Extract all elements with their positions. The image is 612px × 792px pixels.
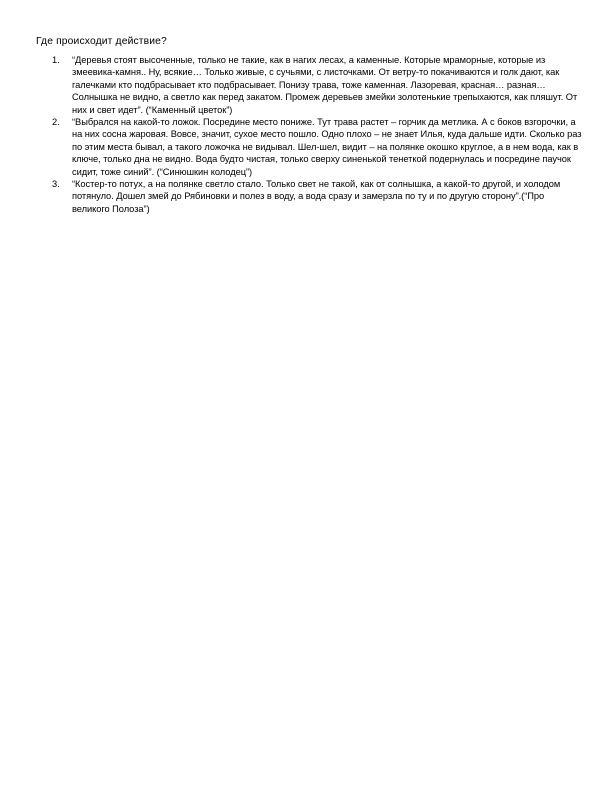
item-number: 3. <box>52 179 60 190</box>
list-item <box>52 116 582 178</box>
excerpt-text: “Выбрался на какой-то ложок. Посредине место пониже. Тут трава растет – горчик да метлика. А с боков взгорочки, а на них сосна жаровая. Вовсе, значит, сухое место пошло. Одно плохо – не знает Илья, куда дальше идти. Сколько раз по этим места бывал, а такого ложочка не видывал. Шел-шел, видит – на полянке окошко круглое, а в нем вода, как в ключе, только дна не видно. Вода будто чистая, только сверху синенькой тенеткой подернулась и посредине паучок сидит, тоже синий”. (“Синюшкин колодец”) <box>72 117 582 177</box>
excerpt-text: “Деревья стоят высоченные, только не такие, как в нагих лесах, а каменные. Которые мраморные, которые из змеевика-камня.. Ну, всякие… Только живые, с сучьями, с листочками. От ветру-то покачиваются и голк дают, как галечками кто подбрасывает кто подбрасывает. Понизу трава, тоже каменная. Лазоревая, красная… разная… Солнышка не видно, а светло как перед закатом. Промеж деревьев змейки золотенькие трепыхаются, как пляшут. От них и свет идет”. (“Каменный цветок”) <box>72 55 578 115</box>
list-item <box>52 178 582 215</box>
question-heading: Где происходит действие? <box>36 36 167 47</box>
excerpt-text: “Костер-то потух, а на полянке светло стало. Только свет не такой, как от солнышка, а какой-то другой, и холодом потянуло. Дошел змей до Рябиновки и полез в воду, а вода сразу и замерзла по ту и по другую сторону”.(“Про великого Полоза”) <box>72 179 561 214</box>
excerpt-list <box>52 54 582 215</box>
item-number: 2. <box>52 117 60 128</box>
list-item <box>52 54 582 116</box>
item-number: 1. <box>52 55 60 65</box>
